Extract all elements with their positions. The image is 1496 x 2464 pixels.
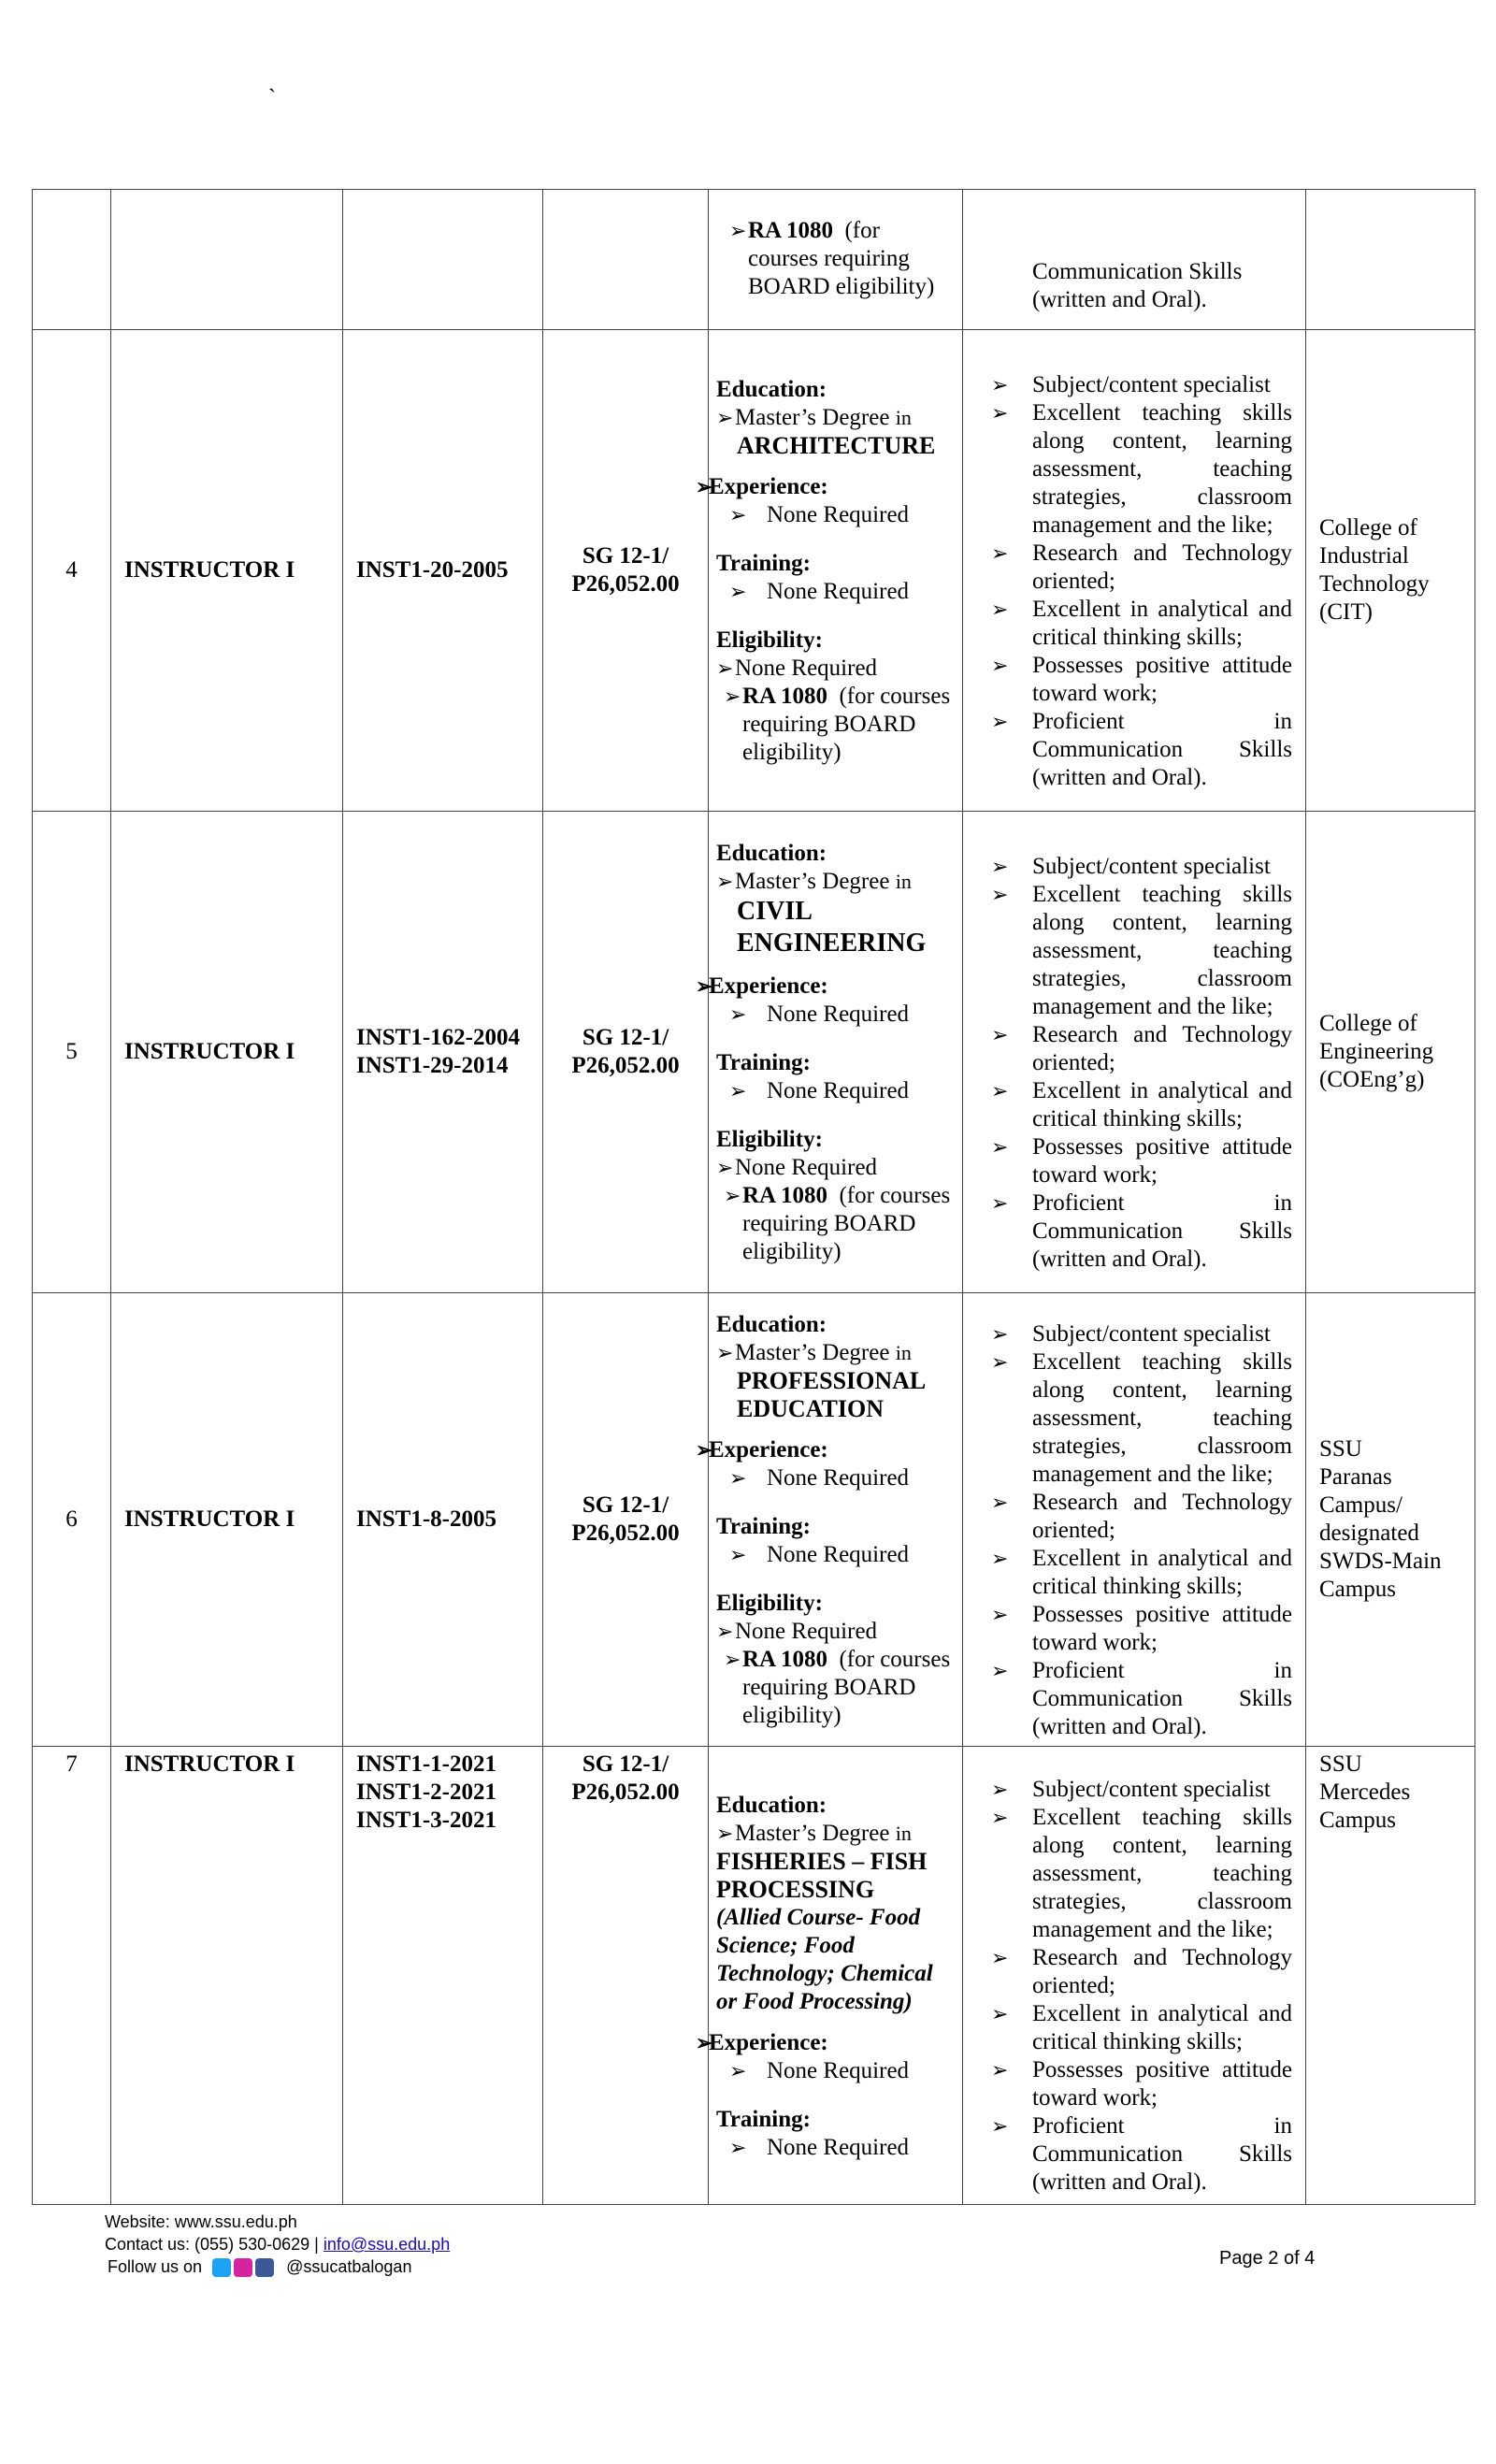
education-label: Education: bbox=[716, 377, 827, 402]
allied-courses: (Allied Course- Food Science; Food Technology; Chemical or Food Processing) bbox=[716, 1904, 933, 2014]
experience-value: ➢ None Required bbox=[729, 2057, 910, 2083]
education-course: CIVIL ENGINEERING bbox=[737, 897, 927, 958]
competency-item: ➢ Excellent teaching skills along content, learning assessment, teaching strategies, classroom management and the like; bbox=[991, 400, 1292, 538]
competency-item: ➢ Excellent in analytical and critical thinking skills; bbox=[991, 1546, 1292, 1599]
arrow-bullet-icon: ➢ bbox=[696, 475, 713, 498]
experience-label: ➢ Experience: bbox=[696, 2029, 828, 2055]
competency-item: ➢ Research and Technology oriented; bbox=[991, 1022, 1292, 1075]
cell-competencies bbox=[963, 330, 1306, 812]
cell-competencies: Communication Skills (written and Oral). bbox=[963, 190, 1306, 330]
cell-no: 4 bbox=[33, 330, 111, 812]
cell-competencies bbox=[963, 1747, 1306, 2205]
stray-mark: ` bbox=[268, 86, 276, 110]
training-label: Training: bbox=[716, 1050, 811, 1075]
cell-item: INST1-1-2021 INST1-2-2021 INST1-3-2021 bbox=[343, 1747, 543, 2205]
eligibility-ra1080: ➢ RA 1080 (for courses requiring BOARD eligibility) bbox=[724, 1647, 951, 1728]
eligibility-value: ➢ None Required bbox=[716, 1619, 878, 1644]
experience-label: ➢ Experience: bbox=[696, 973, 828, 999]
cell-salary bbox=[543, 190, 709, 330]
competency-item: ➢ Excellent in analytical and critical thinking skills; bbox=[991, 597, 1292, 650]
footer-follow: Follow us on bbox=[108, 2257, 203, 2276]
arrow-bullet-icon: ➢ bbox=[991, 1659, 1009, 1682]
table-row bbox=[33, 190, 1475, 330]
arrow-bullet-icon: ➢ bbox=[991, 541, 1009, 565]
education-course: FISHERIES – FISH PROCESSING bbox=[716, 1847, 928, 1903]
arrow-bullet-icon: ➢ bbox=[716, 406, 734, 429]
education-degree: ➢ Master’s Degree in bbox=[716, 405, 912, 430]
arrow-bullet-icon: ➢ bbox=[991, 1135, 1009, 1159]
arrow-bullet-icon: ➢ bbox=[724, 1648, 741, 1671]
arrow-bullet-icon: ➢ bbox=[991, 654, 1009, 677]
cell-qualifications: ➢ RA 1080 (for courses requiring BOARD eligibility) bbox=[709, 190, 963, 330]
arrow-bullet-icon: ➢ bbox=[991, 2057, 1009, 2082]
training-label: Training: bbox=[716, 1514, 811, 1539]
education-label: Education: bbox=[716, 1792, 827, 1818]
training-value: ➢ None Required bbox=[729, 2134, 910, 2160]
cell-position: INSTRUCTOR I bbox=[111, 1747, 343, 2205]
competency-item: ➢ Possesses positive attitude toward work; bbox=[991, 653, 1292, 706]
competency-item: ➢ Possesses positive attitude toward work; bbox=[991, 1134, 1292, 1188]
eligibility-ra1080: ➢ RA 1080 (for courses requiring BOARD eligibility) bbox=[724, 684, 951, 765]
arrow-bullet-icon: ➢ bbox=[991, 401, 1009, 425]
arrow-bullet-icon: ➢ bbox=[716, 656, 734, 680]
eligibility-ra1080: ➢ RA 1080 (for courses requiring BOARD eligibility) bbox=[724, 1183, 951, 1264]
instagram-icon[interactable] bbox=[234, 2258, 252, 2277]
competency-list bbox=[991, 371, 1292, 792]
experience-value: ➢ None Required bbox=[729, 1001, 910, 1027]
competency-item: ➢ Research and Technology oriented; bbox=[991, 1944, 1292, 1998]
arrow-bullet-icon: ➢ bbox=[991, 1777, 1009, 1801]
competency-list bbox=[991, 853, 1292, 1274]
arrow-bullet-icon: ➢ bbox=[991, 2113, 1009, 2138]
education-label: Education: bbox=[716, 1312, 827, 1337]
competency-item: ➢ Proficient in Communication Skills (written and Oral). bbox=[991, 709, 1292, 790]
cell-no: 5 bbox=[33, 812, 111, 1293]
arrow-bullet-icon: ➢ bbox=[716, 1341, 734, 1364]
competency-item: ➢ Proficient in Communication Skills (written and Oral). bbox=[991, 1658, 1292, 1739]
eligibility-value: ➢ None Required bbox=[716, 1155, 878, 1180]
eligibility-label: Eligibility: bbox=[716, 1591, 823, 1616]
cell-salary: SG 12-1/ P26,052.00 bbox=[543, 1747, 709, 2205]
competency-item: ➢ Proficient in Communication Skills (written and Oral). bbox=[991, 1190, 1292, 1272]
competency-item: ➢ Possesses positive attitude toward work; bbox=[991, 2056, 1292, 2111]
cell-item: INST1-20-2005 bbox=[343, 330, 543, 812]
twitter-icon[interactable] bbox=[212, 2258, 231, 2277]
education-label: Education: bbox=[716, 841, 827, 866]
competency-item: ➢ Subject/content specialist bbox=[991, 1776, 1271, 1802]
arrow-bullet-icon: ➢ bbox=[716, 870, 734, 893]
training-value: ➢ None Required bbox=[729, 1078, 910, 1103]
cell-competencies bbox=[963, 812, 1306, 1293]
arrow-bullet-icon: ➢ bbox=[991, 1079, 1009, 1102]
arrow-bullet-icon: ➢ bbox=[724, 684, 741, 708]
competency-item: ➢ Research and Technology oriented; bbox=[991, 540, 1292, 594]
arrow-bullet-icon: ➢ bbox=[729, 1466, 747, 1490]
cell-qualifications bbox=[696, 1293, 963, 1747]
arrow-bullet-icon: ➢ bbox=[991, 855, 1009, 878]
cell-position: INSTRUCTOR I bbox=[111, 330, 343, 812]
arrow-bullet-icon: ➢ bbox=[729, 1079, 747, 1102]
arrow-bullet-icon: ➢ bbox=[991, 1491, 1009, 1514]
cell-salary: SG 12-1/ P26,052.00 bbox=[543, 1293, 709, 1747]
cell-office: SSU Mercedes Campus bbox=[1306, 1747, 1475, 2205]
footer-email-link[interactable]: info@ssu.edu.ph bbox=[323, 2235, 451, 2254]
experience-value: ➢ None Required bbox=[729, 502, 910, 527]
arrow-bullet-icon: ➢ bbox=[991, 2001, 1009, 2025]
arrow-bullet-icon: ➢ bbox=[991, 1023, 1009, 1046]
arrow-bullet-icon: ➢ bbox=[991, 1805, 1009, 1829]
education-degree: ➢ Master’s Degree in bbox=[716, 1340, 912, 1365]
competency-item: ➢ Excellent teaching skills along content, learning assessment, teaching strategies, classroom management and the like; bbox=[991, 882, 1292, 1019]
arrow-bullet-icon: ➢ bbox=[696, 974, 713, 998]
competency-item: ➢ Subject/content specialist bbox=[991, 854, 1271, 879]
competency-item: ➢ Excellent teaching skills along content, learning assessment, teaching strategies, classroom management and the like; bbox=[991, 1804, 1292, 1942]
arrow-bullet-icon: ➢ bbox=[729, 1543, 747, 1566]
eligibility-label: Eligibility: bbox=[716, 1127, 823, 1152]
competency-list bbox=[991, 1776, 1292, 2197]
experience-value: ➢ None Required bbox=[729, 1465, 910, 1491]
cell-item: INST1-8-2005 bbox=[343, 1293, 543, 1747]
arrow-bullet-icon: ➢ bbox=[991, 1547, 1009, 1570]
arrow-bullet-icon: ➢ bbox=[991, 1350, 1009, 1374]
footer-handle: @ssucatbalogan bbox=[286, 2257, 412, 2276]
cell-position bbox=[111, 190, 343, 330]
arrow-bullet-icon: ➢ bbox=[729, 503, 747, 526]
cell-office: College of Engineering (COEng’g) bbox=[1306, 812, 1475, 1293]
footer-social bbox=[108, 2257, 411, 2277]
arrow-bullet-icon: ➢ bbox=[991, 1322, 1009, 1346]
cell-office bbox=[1306, 190, 1475, 330]
cell-salary: SG 12-1/ P26,052.00 bbox=[543, 330, 709, 812]
arrow-bullet-icon: ➢ bbox=[991, 883, 1009, 906]
cell-qualifications bbox=[696, 330, 963, 812]
cell-item bbox=[343, 190, 543, 330]
training-value: ➢ None Required bbox=[729, 1542, 910, 1567]
eligibility-label: Eligibility: bbox=[716, 627, 823, 653]
eligibility-value: ➢ None Required bbox=[716, 656, 878, 681]
arrow-bullet-icon: ➢ bbox=[991, 1603, 1009, 1626]
arrow-bullet-icon: ➢ bbox=[991, 373, 1009, 396]
competency-item: ➢ Subject/content specialist bbox=[991, 1321, 1271, 1347]
cell-office: SSU Paranas Campus/ designated SWDS-Main Campus bbox=[1306, 1293, 1475, 1747]
competency-item: ➢ Research and Technology oriented; bbox=[991, 1490, 1292, 1543]
cell-salary: SG 12-1/ P26,052.00 bbox=[543, 812, 709, 1293]
competency-item: ➢ Proficient in Communication Skills (written and Oral). bbox=[991, 2112, 1292, 2195]
competency-item: ➢ Excellent in analytical and critical thinking skills; bbox=[991, 1078, 1292, 1131]
cell-no bbox=[33, 190, 111, 330]
education-degree: ➢ Master’s Degree in bbox=[716, 869, 912, 894]
cell-position: INSTRUCTOR I bbox=[111, 1293, 343, 1747]
table-row bbox=[33, 330, 1475, 812]
competency-item: ➢ Excellent teaching skills along content, learning assessment, teaching strategies, classroom management and the like; bbox=[991, 1349, 1292, 1487]
arrow-bullet-icon: ➢ bbox=[696, 2030, 713, 2054]
arrow-bullet-icon: ➢ bbox=[716, 1821, 734, 1845]
education-degree: ➢ Master’s Degree in bbox=[716, 1820, 912, 1846]
arrow-bullet-icon: ➢ bbox=[729, 2058, 747, 2082]
arrow-bullet-icon: ➢ bbox=[716, 1156, 734, 1179]
arrow-bullet-icon: ➢ bbox=[696, 1438, 713, 1462]
experience-label: ➢ Experience: bbox=[696, 474, 828, 499]
arrow-bullet-icon: ➢ bbox=[724, 1184, 741, 1207]
training-label: Training: bbox=[716, 2106, 811, 2132]
competency-item: ➢ Excellent in analytical and critical thinking skills; bbox=[991, 2000, 1292, 2054]
footer-contact bbox=[105, 2235, 450, 2255]
arrow-bullet-icon: ➢ bbox=[991, 1945, 1009, 1969]
cell-item: INST1-162-2004 INST1-29-2014 bbox=[343, 812, 543, 1293]
facebook-icon[interactable] bbox=[255, 2258, 274, 2277]
arrow-bullet-icon: ➢ bbox=[991, 1191, 1009, 1215]
education-course: ARCHITECTURE bbox=[737, 432, 936, 459]
arrow-bullet-icon: ➢ bbox=[716, 1620, 734, 1643]
competency-list bbox=[991, 1320, 1292, 1741]
experience-label: ➢ Experience: bbox=[696, 1437, 828, 1463]
arrow-bullet-icon: ➢ bbox=[991, 598, 1009, 621]
footer-website: Website: www.ssu.edu.ph bbox=[105, 2212, 297, 2231]
table-row bbox=[33, 1293, 1475, 1747]
arrow-bullet-icon: ➢ bbox=[729, 2135, 747, 2159]
footer-contact-text: Contact us: (055) 530-0629 | bbox=[105, 2235, 319, 2254]
cell-no: 7 bbox=[33, 1747, 111, 2205]
cell-office: College of Industrial Technology (CIT) bbox=[1306, 330, 1475, 812]
arrow-bullet-icon: ➢ bbox=[729, 1002, 747, 1026]
table-row bbox=[33, 812, 1475, 1293]
competency-item: ➢ Possesses positive attitude toward work; bbox=[991, 1602, 1292, 1655]
page-number: Page 2 of 4 bbox=[1219, 2248, 1316, 2269]
cell-qualifications bbox=[696, 812, 963, 1293]
vacancy-table bbox=[32, 189, 1475, 2205]
arrow-bullet-icon: ➢ bbox=[729, 580, 747, 603]
training-value: ➢ None Required bbox=[729, 579, 910, 604]
education-course: PROFESSIONAL EDUCATION bbox=[737, 1367, 927, 1422]
arrow-bullet-icon: ➢ bbox=[991, 710, 1009, 733]
cell-no: 6 bbox=[33, 1293, 111, 1747]
cell-position: INSTRUCTOR I bbox=[111, 812, 343, 1293]
training-label: Training: bbox=[716, 551, 811, 576]
cell-qualifications bbox=[696, 1747, 963, 2205]
cell-competencies bbox=[963, 1293, 1306, 1747]
competency-item: ➢ Subject/content specialist bbox=[991, 372, 1271, 397]
table-row bbox=[33, 1747, 1475, 2205]
